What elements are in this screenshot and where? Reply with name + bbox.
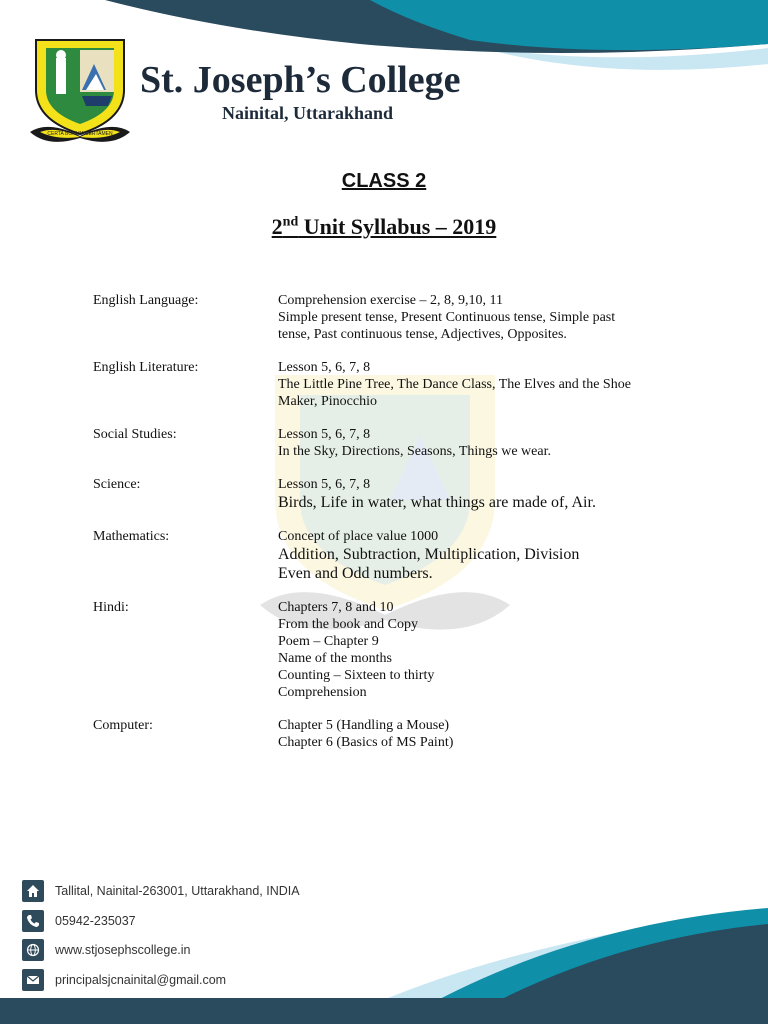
topic-line: Comprehension exercise – 2, 8, 9,10, 11 <box>278 293 503 308</box>
college-name: St. Joseph’s College <box>140 59 461 101</box>
contact-list <box>22 880 300 998</box>
subject-topics <box>278 528 693 583</box>
subject-topics <box>278 359 693 410</box>
syllabus-table <box>93 292 693 767</box>
topic-line: From the book and Copy <box>278 617 418 632</box>
subject-topics <box>278 292 693 343</box>
topic-line: Chapter 6 (Basics of MS Paint) <box>278 735 454 750</box>
topic-line: Lesson 5, 6, 7, 8 <box>278 360 371 375</box>
contact-item <box>22 939 300 961</box>
contact-item <box>22 969 300 991</box>
topic-line: The Little Pine Tree, The Dance Class, The Elves and the Shoe <box>278 377 631 392</box>
topic-line: Chapter 5 (Handling a Mouse) <box>278 718 450 733</box>
home-icon <box>22 880 44 902</box>
mail-icon <box>22 969 44 991</box>
subject-name: Mathematics: <box>93 529 170 544</box>
contact-text: 05942-235037 <box>55 913 136 928</box>
subject-row <box>93 292 693 343</box>
unit-syllabus-title <box>0 214 768 240</box>
topic-line: Simple present tense, Present Continuous tense, Simple past <box>278 310 616 325</box>
phone-icon <box>22 910 44 932</box>
subject-row <box>93 717 693 751</box>
topic-line: Counting – Sixteen to thirty <box>278 668 435 683</box>
topic-line: Poem – Chapter 9 <box>278 634 379 649</box>
subject-row <box>93 476 693 512</box>
topic-line: Lesson 5, 6, 7, 8 <box>278 427 371 442</box>
subject-topics <box>278 426 693 460</box>
subject-row <box>93 528 693 583</box>
subject-name: Science: <box>93 477 141 492</box>
subject-row <box>93 599 693 701</box>
topic-line: Maker, Pinocchio <box>278 394 377 409</box>
subject-name: English Literature: <box>93 360 199 375</box>
topic-line: Lesson 5, 6, 7, 8 <box>278 477 371 492</box>
subject-name: Social Studies: <box>93 427 177 442</box>
unit-ordinal-number: 2 <box>271 214 283 239</box>
topic-line: tense, Past continuous tense, Adjectives, Opposites. <box>278 327 567 342</box>
unit-ordinal-suffix: nd <box>282 214 299 230</box>
contact-text: www.stjosephscollege.in <box>55 943 191 957</box>
contact-item <box>22 910 300 932</box>
topic-line: In the Sky, Directions, Seasons, Things we wear. <box>278 444 551 459</box>
subject-topics <box>278 599 693 701</box>
college-location: Nainital, Uttarakhand <box>222 103 394 123</box>
topic-line: Even and Odd numbers. <box>278 565 433 582</box>
contact-text: principalsjcnainital@gmail.com <box>55 972 227 987</box>
globe-icon <box>22 939 44 961</box>
subject-name: Computer: <box>93 718 153 733</box>
topic-line: Birds, Life in water, what things are made of, Air. <box>278 494 596 511</box>
college-crest-logo <box>28 36 132 148</box>
unit-title-text: Unit Syllabus – 2019 <box>298 214 497 239</box>
subject-name: Hindi: <box>93 600 129 615</box>
contact-text: Tallital, Nainital-263001, Uttarakhand, INDIA <box>55 884 300 898</box>
topic-line: Addition, Subtraction, Multiplication, Division <box>278 546 580 563</box>
topic-line: Chapters 7, 8 and 10 <box>278 600 394 615</box>
subject-name: English Language: <box>93 293 199 308</box>
crest-motto: CERTA BONUM CERTAMEN <box>47 131 113 137</box>
topic-line: Comprehension <box>278 685 367 700</box>
topic-line: Concept of place value 1000 <box>278 529 439 544</box>
topic-line: Name of the months <box>278 651 392 666</box>
contact-item <box>22 880 300 902</box>
subject-topics <box>278 717 693 751</box>
class-title: CLASS 2 <box>341 170 427 192</box>
subject-row <box>93 426 693 460</box>
subject-topics <box>278 476 693 512</box>
subject-row <box>93 359 693 410</box>
